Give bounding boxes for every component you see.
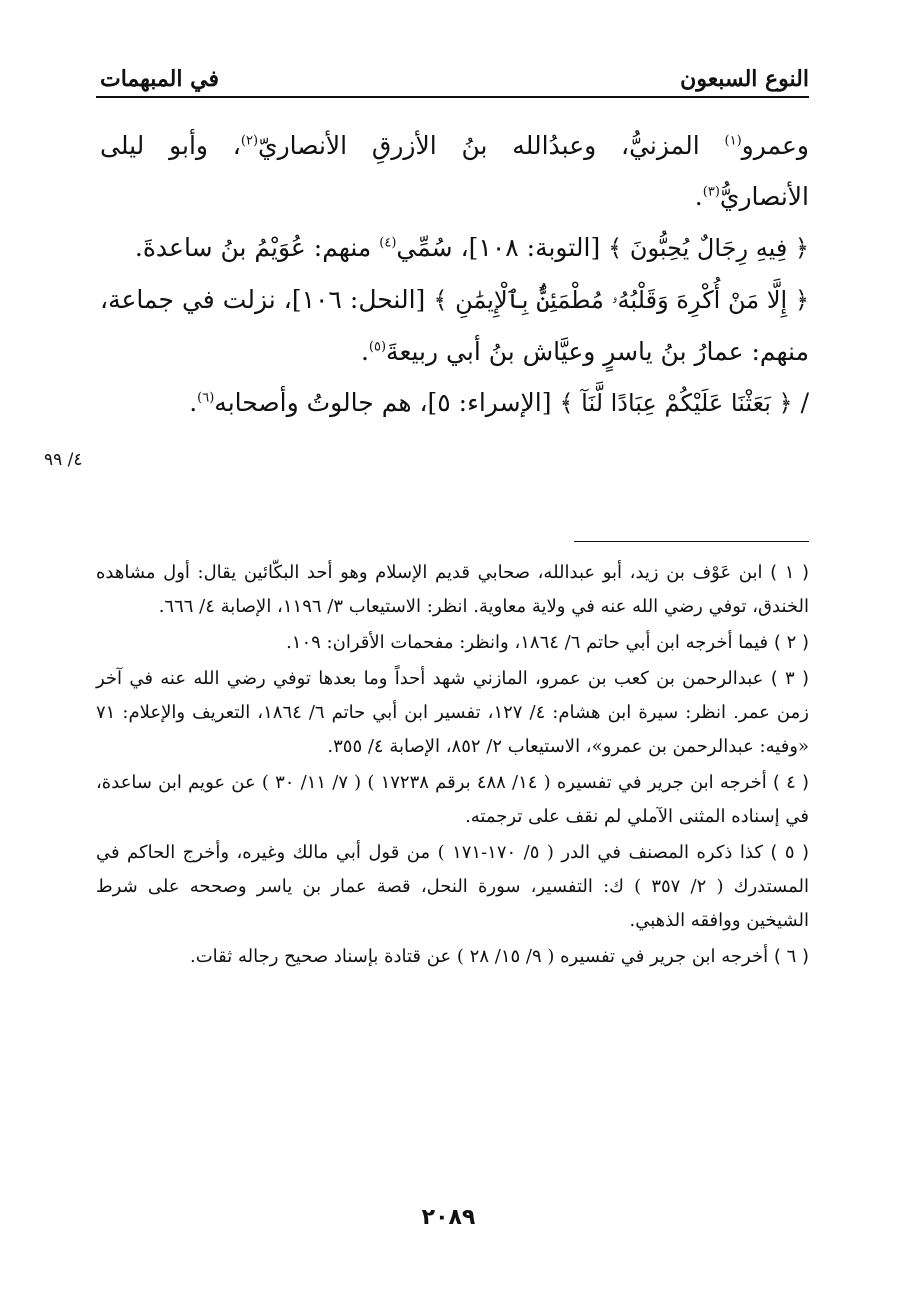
- text-run: .: [189, 388, 198, 417]
- footnote-ref-3: (٣): [702, 184, 720, 200]
- footnote-ref-4: (٤): [379, 235, 397, 251]
- header-section-title: في المبهمات: [100, 66, 219, 92]
- header-rule: [96, 96, 809, 98]
- footnote-text: ابن عَوْف بن زيد، أبو عبدالله، صحابي قديم الإسلام وهو أحد البكّائين يقال: أول مشاهده الخندق، توفي رضي الله عنه في ولاية معاوية. انظر: الاستيعاب ٣/ ١١٩٦، الإصابة ٤/ ٦٦٦.: [96, 562, 809, 617]
- footnote-number: ( ١ ): [770, 562, 810, 583]
- footnote-text: عبدالرحمن بن كعب بن عمرو، المازني شهد أحداً وما بعدها توفي رضي الله عنه في آخر زمن عمر. انظر: سيرة ابن هشام: ٤/ ١٢٧، تفسير ابن أبي حاتم ٦/ ١٨٦٤، التعريف والإعلام: ٧١ «وفيه: عبدالرحمن بن عمرو»، الاستيعاب ٢/ ٨٥٢، الإصابة ٤/ ٣٥٥.: [96, 668, 809, 757]
- footnote-text: أخرجه ابن جرير في تفسيره ( ٩/ ١٥/ ٢٨ ) عن قتادة بإسناد صحيح رجاله ثقات.: [190, 946, 774, 967]
- text-run: [التوبة: ١٠٨]، سُمِّي: [396, 233, 609, 262]
- quran-verse: ﴿ فِيهِ رِجَالٌ يُحِبُّونَ ﴾: [608, 234, 809, 262]
- footnote-ref-6: (٦): [197, 390, 215, 406]
- text-run: منهم: عُوَيْمُ بنُ ساعدةَ.: [134, 233, 380, 262]
- running-header: [100, 48, 809, 92]
- paragraph-4: [100, 377, 809, 429]
- footnote-separator: [574, 541, 809, 542]
- footnotes: [96, 556, 809, 976]
- footnote-item: [96, 662, 809, 764]
- page-break-marker: /: [800, 388, 809, 417]
- quran-verse: ﴿ بَعَثْنَا عَلَيْكُمْ عِبَادًا لَّنَآ ﴾: [559, 389, 793, 417]
- footnote-item: [96, 556, 809, 624]
- page-number: ٢٠٨٩: [421, 1205, 476, 1230]
- text-run: ، وأبو ليلى الأنصاريُّ: [100, 131, 809, 211]
- text-run: .: [694, 182, 703, 211]
- text-run: [النحل: ١٠٦]، نزلت في جماعة، منهم: عمارُ بنُ ياسرٍ وعيَّاش بنُ أبي ربيعةَ: [100, 285, 809, 366]
- footnote-number: ( ٢ ): [773, 632, 809, 653]
- footnote-text: كذا ذكره المصنف في الدر ( ٥/ ١٧٠-١٧١ ) من قول أبي مالك وغيره، وأخرج الحاكم في المستدرك ( ٢/ ٣٥٧ ) ك: التفسير، سورة النحل، قصة عمار بن ياسر وصححه على شرط الشيخين ووافقه الذهبي.: [96, 842, 810, 931]
- header-chapter-title: النوع السبعون: [680, 66, 809, 92]
- footnote-text: أخرجه ابن جرير في تفسيره ( ١٤/ ٤٨٨ برقم ١٧٢٣٨ ) ( ٧/ ١١/ ٣٠ ) عن عويم ابن ساعدة، في إسناده المثنى الآملي لم نقف على ترجمته.: [96, 772, 809, 827]
- quran-verse: ﴿ إِلَّا مَنْ أُكْرِهَ وَقَلْبُهُۥ مُطْمَئِنٌّۢ بِٱلْإِيمَٰنِ ﴾: [433, 286, 810, 314]
- footnote-ref-1: (١): [724, 133, 742, 149]
- paragraph-1: [100, 120, 809, 222]
- text-run: .: [360, 337, 369, 366]
- footnote-text: فيما أخرجه ابن أبي حاتم ٦/ ١٨٦٤، وانظر: مفحمات الأقران: ١٠٩.: [286, 632, 774, 653]
- footnote-item: [96, 766, 809, 834]
- text-run: [الإسراء: ٥]، هم جالوتُ وأصحابه: [214, 388, 560, 417]
- footnote-number: ( ٣ ): [770, 668, 809, 689]
- footnote-ref-2: (٢): [240, 133, 259, 149]
- footnote-number: ( ٥ ): [770, 842, 809, 863]
- text-run: وعمرو: [741, 131, 809, 160]
- footnote-number: ( ٦ ): [773, 946, 809, 967]
- paragraph-3: [100, 274, 809, 377]
- footnote-ref-5: (٥): [368, 339, 387, 355]
- margin-page-reference: ٤/ ٩٩: [44, 450, 83, 470]
- footnote-item: [96, 836, 809, 938]
- main-text: [100, 120, 809, 429]
- footnote-item: [96, 626, 809, 660]
- paragraph-2: [100, 222, 809, 274]
- footnote-item: [96, 940, 809, 974]
- text-run: المزنيُّ، وعبدُالله بنُ الأزرقِ الأنصاريّ: [258, 131, 725, 160]
- footnote-number: ( ٤ ): [772, 772, 809, 793]
